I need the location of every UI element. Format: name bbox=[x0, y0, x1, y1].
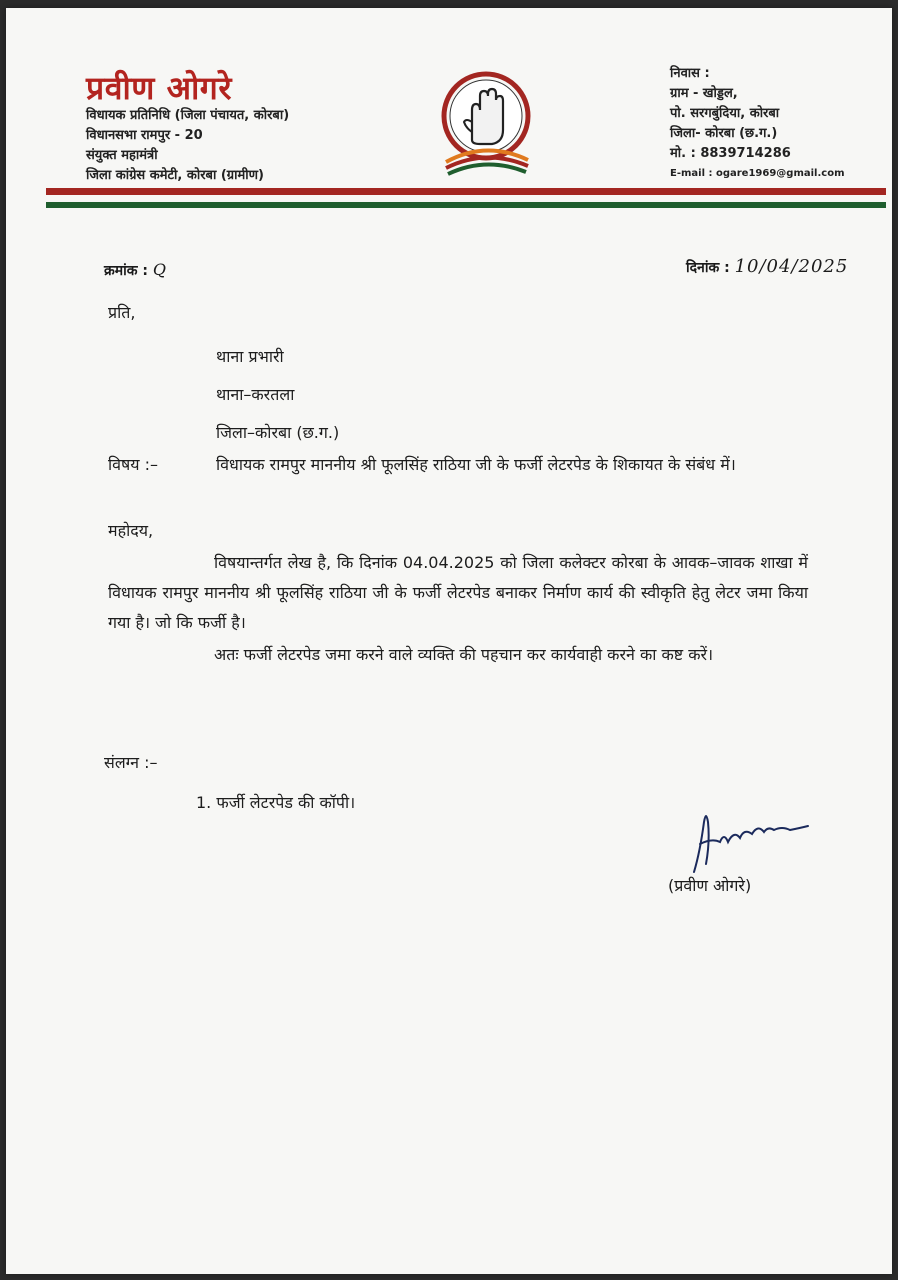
sanlagn-label: संलग्न :– bbox=[104, 753, 158, 772]
mobile-number: मो. : 8839714286 bbox=[670, 146, 791, 161]
residence-line: ग्राम - खोड्डल, bbox=[670, 86, 738, 101]
email-address: E-mail : ogare1969@gmail.com bbox=[670, 168, 845, 179]
paragraph-2: अतः फर्जी लेटरपेड जमा करने वाले व्यक्ति की पहचान कर कार्यवाही करने का कष्ट करें। bbox=[214, 645, 714, 664]
kramank-value: Q bbox=[152, 260, 166, 279]
dinank bbox=[686, 256, 848, 277]
dinank-label: दिनांक : bbox=[686, 260, 730, 276]
designation-line: संयुक्त महामंत्री bbox=[86, 148, 158, 163]
kramank-label: क्रमांक : bbox=[104, 263, 148, 279]
residence-line: जिला- कोरबा (छ.ग.) bbox=[670, 126, 778, 141]
vishay-text: विधायक रामपुर माननीय श्री फूलसिंह राठिया जी के फर्जी लेटरपेड के शिकायत के संबंध में। bbox=[216, 455, 736, 474]
handwritten-signature bbox=[682, 802, 812, 882]
residence-line: निवास : bbox=[670, 66, 710, 81]
designation-line: विधायक प्रतिनिधि (जिला पंचायत, कोरबा) bbox=[86, 108, 290, 123]
letter-page bbox=[6, 8, 892, 1274]
residence-line: पो. सरगबुंदिया, कोरबा bbox=[670, 106, 780, 121]
designation-line: जिला कांग्रेस कमेटी, कोरबा (ग्रामीण) bbox=[86, 168, 264, 183]
dinank-value: 10/04/2025 bbox=[734, 256, 849, 277]
recipient-address bbox=[216, 338, 339, 452]
letterhead-name: प्रवीण ओगरे bbox=[86, 69, 232, 107]
vishay-label: विषय :– bbox=[108, 455, 159, 474]
letterhead-red-band bbox=[46, 188, 886, 195]
signatory-name: (प्रवीण ओगरे) bbox=[668, 876, 752, 895]
address-line: थाना प्रभारी bbox=[216, 347, 284, 366]
congress-hand-logo bbox=[436, 70, 536, 180]
photo-top-edge bbox=[0, 0, 898, 8]
paragraph-1: विषयान्तर्गत लेख है, कि दिनांक 04.04.2025 को जिला कलेक्टर कोरबा के आवक–जावक शाखा में विधायक रामपुर माननीय श्री फूलसिंह राठिया जी के फर्जी लेटरपेड बनाकर निर्माण कार्य की स्वीकृति हेतु लेटर जमा किया गया है। जो कि फर्जी है। bbox=[108, 553, 808, 632]
prati: प्रति, bbox=[108, 303, 136, 322]
salutation: महोदय, bbox=[108, 521, 154, 540]
letterhead-residence bbox=[670, 64, 845, 184]
letterhead-green-band bbox=[46, 202, 886, 208]
sanlagn-item: 1. फर्जी लेटरपेड की कॉपी। bbox=[196, 793, 356, 812]
letterhead-designation bbox=[86, 106, 289, 186]
address-line: थाना–करतला bbox=[216, 385, 295, 404]
designation-line: विधानसभा रामपुर - 20 bbox=[86, 128, 203, 143]
address-line: जिला–कोरबा (छ.ग.) bbox=[216, 423, 340, 442]
kramank bbox=[104, 260, 166, 280]
